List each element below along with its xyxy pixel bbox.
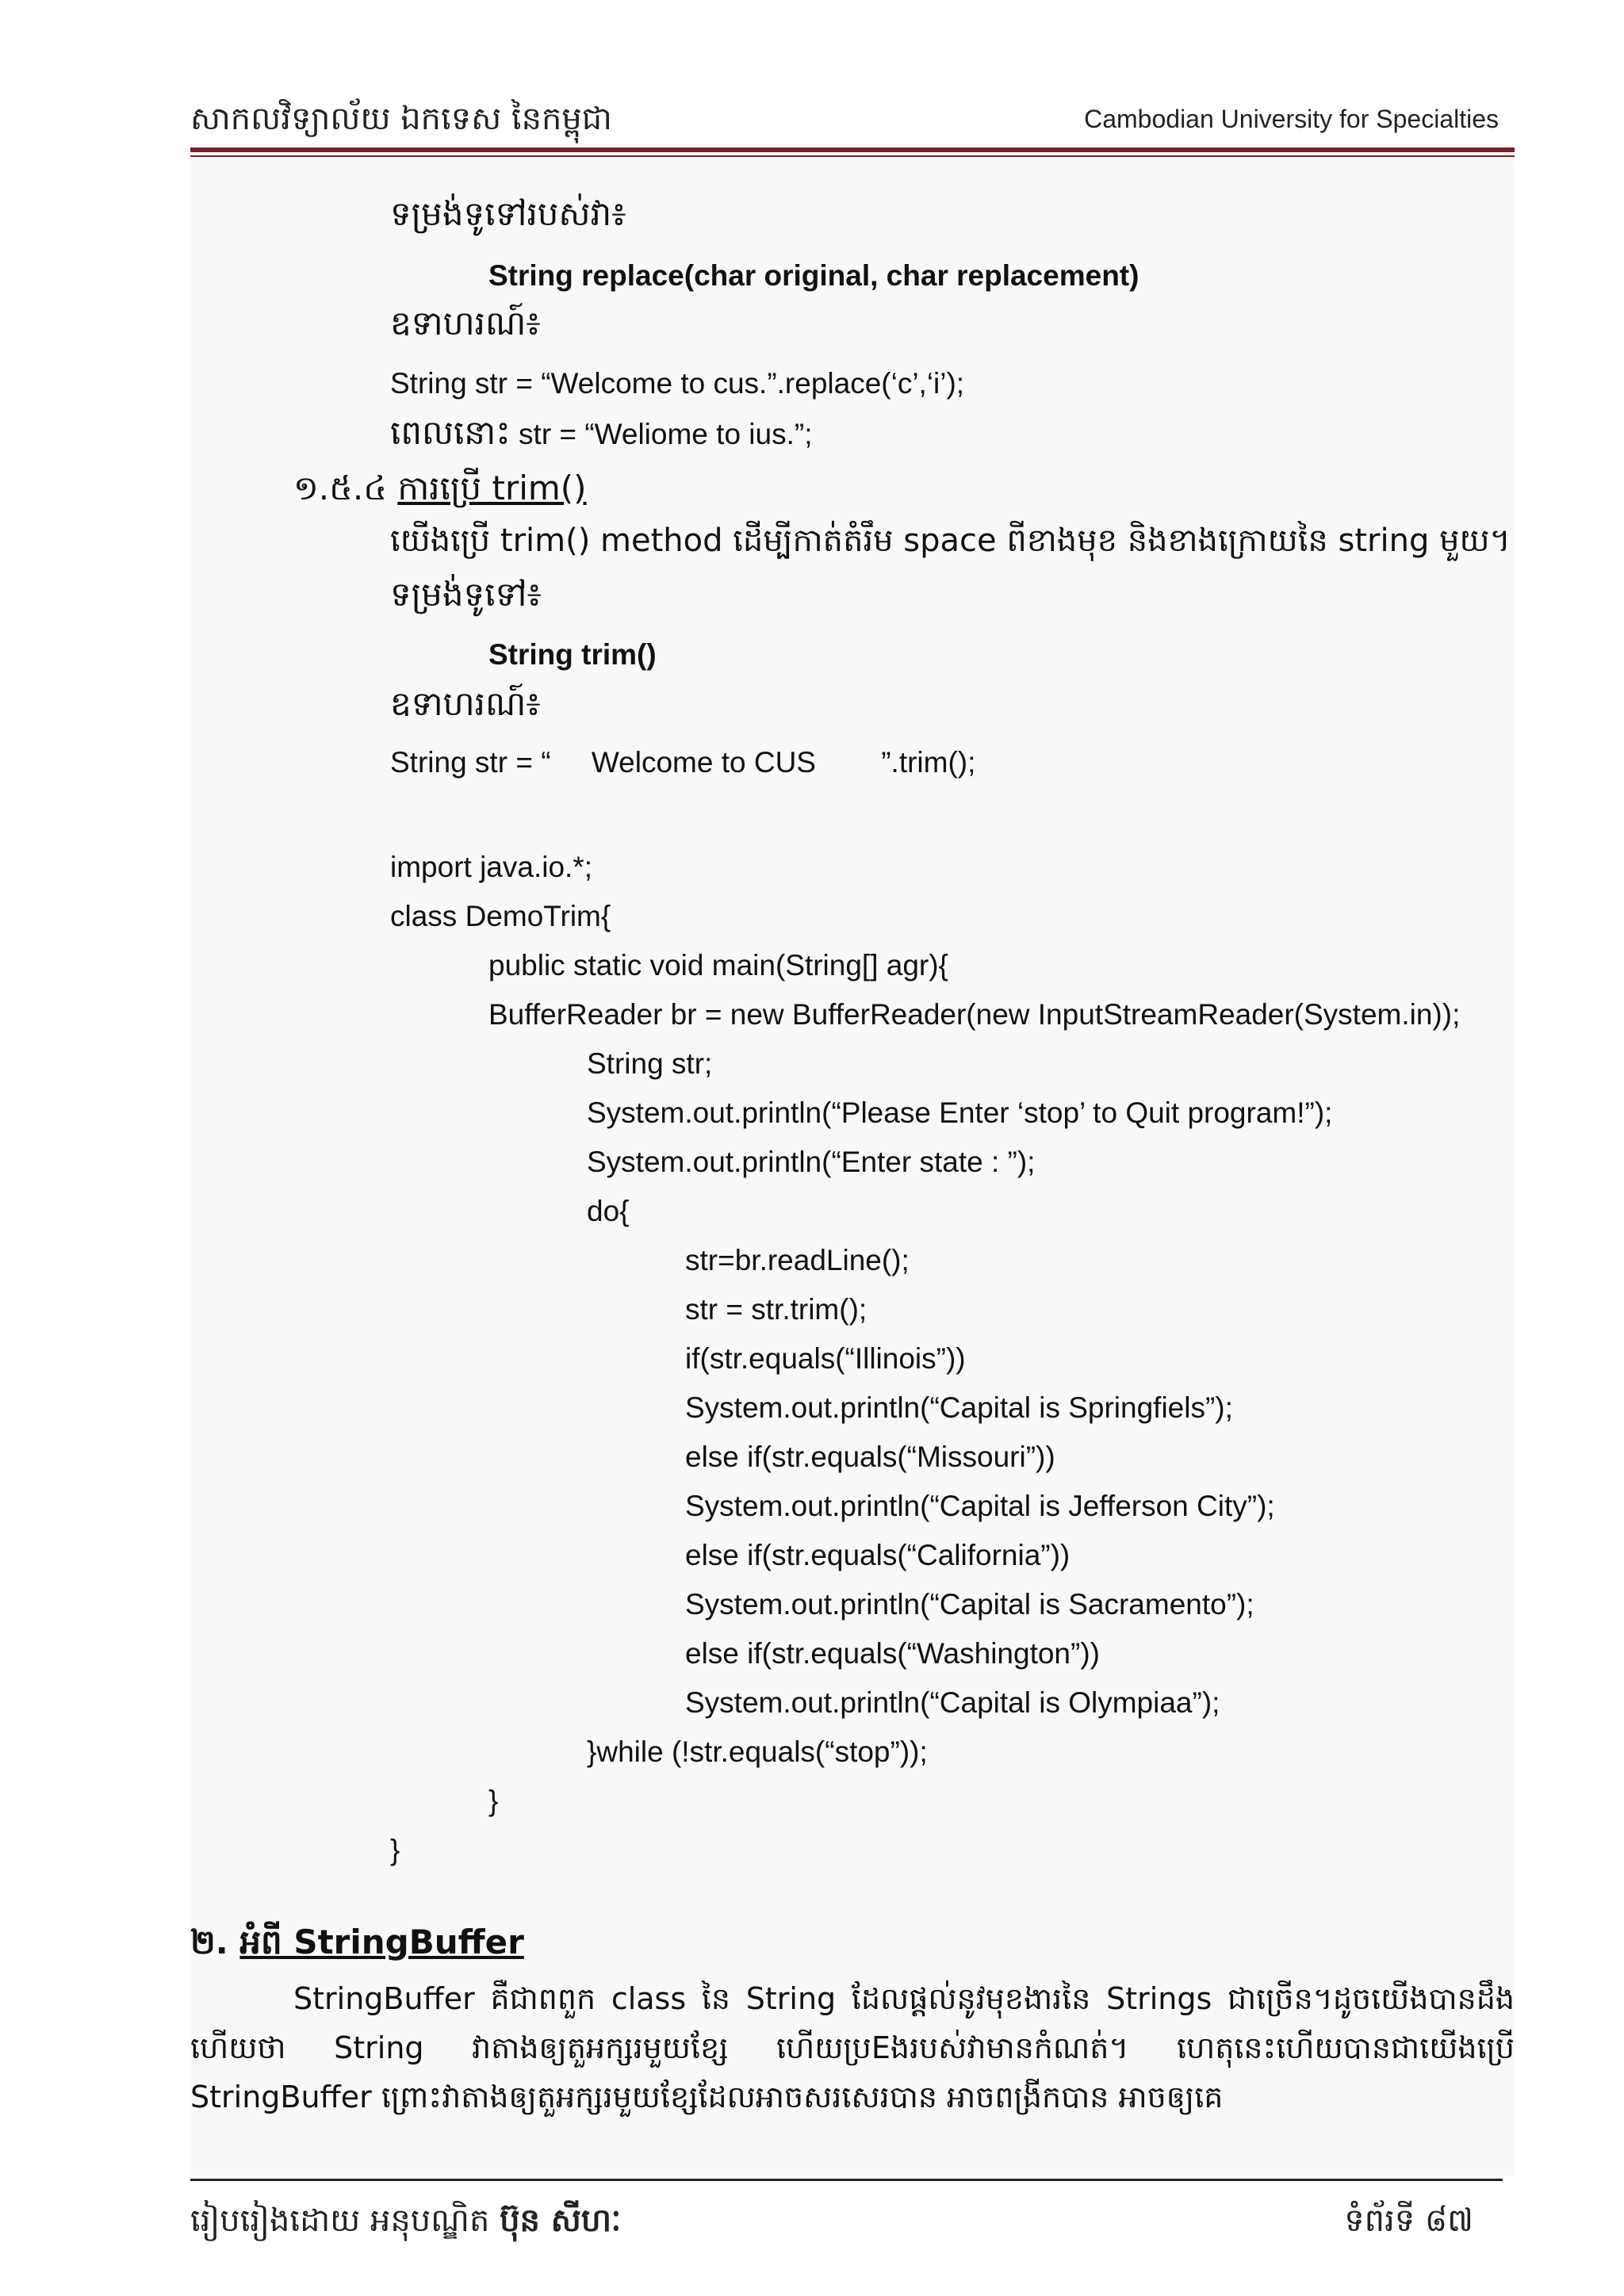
code-line: System.out.println(“Capital is Sacramento”); xyxy=(685,1588,1254,1621)
code-line: else if(str.equals(“Missouri”)) xyxy=(685,1441,1055,1473)
section-heading-trim xyxy=(293,471,587,507)
footer-author-prefix: រៀបរៀងដោយ អនុបណ្ឌិត xyxy=(190,2202,500,2239)
section-heading-stringbuffer xyxy=(190,1925,524,1961)
header-rule xyxy=(190,147,1515,152)
code-line: else if(str.equals(“Washington”)) xyxy=(685,1637,1100,1670)
code-line: System.out.println(“Capital is Olympiaa”); xyxy=(685,1686,1220,1719)
stringbuffer-paragraph: StringBuffer គឺជាពពួក class នៃ String ដែលផ្តល់នូវមុខងារនៃ Strings ជាច្រើន។ដូចយើងបានដឹងហើយថា String វាតាងឲ្យតួអក្សរមួយខ្សែ ហើយប្រEងរបស់វាមានកំណត់។ ហេតុនេះហើយបានជាយើងប្រើ StringBuffer ព្រោះវាតាងឲ្យតួអក្សរមួយខ្សែដែលអាចសរសេរបាន អាចពង្រីកបាន អាចឲ្យគេ xyxy=(190,1981,1515,2114)
code-line: if(str.equals(“Illinois”)) xyxy=(685,1342,966,1375)
section2-number: ២. xyxy=(190,1923,240,1961)
trim-example: String str = “ Welcome to CUS ”.trim(); xyxy=(390,746,976,779)
footer-author xyxy=(190,2200,621,2247)
trim-intro: យើងប្រើ trim() method ដើម្បីកាត់តំរឹម space ពីខាងមុខ និងខាងក្រោយនៃ string មួយ។ xyxy=(390,522,1511,559)
code-line: import java.io.*; xyxy=(390,851,592,883)
trim-signature: String trim() xyxy=(488,638,657,671)
code-line: str=br.readLine(); xyxy=(685,1244,910,1276)
footer-rule xyxy=(190,2179,1503,2181)
code-line: } xyxy=(488,1785,499,1817)
code-line: class DemoTrim{ xyxy=(390,900,611,932)
code-line: public static void main(String[] agr){ xyxy=(488,949,948,982)
replace-example: String str = “Welcome to cus.”.replace(‘c’,‘i’); xyxy=(390,367,965,400)
code-line: String str; xyxy=(587,1047,713,1080)
section2-title: អំពី StringBuffer xyxy=(239,1923,524,1961)
section-title: ការប្រើ trim() xyxy=(397,469,587,507)
result-label: ពេលនោះ xyxy=(390,413,511,452)
footer-page-number: ទំព័រទី ៨៧ xyxy=(1344,2202,1473,2239)
footer-author-name: ប៊ុន សីហៈ xyxy=(500,2202,622,2239)
code-line: } xyxy=(390,1834,400,1866)
code-line: System.out.println(“Please Enter ‘stop’ to Quit program!”); xyxy=(587,1096,1333,1129)
code-line: System.out.println(“Enter state : ”); xyxy=(587,1146,1036,1178)
result-value: str = “Weliome to ius.”; xyxy=(510,418,813,450)
code-line: System.out.println(“Capital is Springfiels”); xyxy=(685,1391,1233,1424)
trim-example-label: ឧទាហរណ៍៖ xyxy=(390,684,541,723)
code-line: BufferReader br = new BufferReader(new InputStreamReader(System.in)); xyxy=(488,998,1461,1031)
code-line: System.out.println(“Capital is Jefferson City”); xyxy=(685,1490,1275,1522)
header-rule-thin xyxy=(190,155,1515,157)
result-line xyxy=(390,415,812,452)
code-line: do{ xyxy=(587,1195,630,1227)
trim-form-label: ទម្រង់ទូទៅ៖ xyxy=(390,575,542,614)
example-label: ឧទាហរណ៍៖ xyxy=(390,304,541,342)
header-university-english: Cambodian University for Specialties xyxy=(1084,105,1499,133)
section-number: ១.៥.៤ xyxy=(293,469,398,507)
replace-signature: String replace(char original, char replacement) xyxy=(488,259,1139,292)
code-line: str = str.trim(); xyxy=(685,1293,868,1326)
header-university-khmer: សាកលវិទ្យាល័យ ឯកទេស នៃកម្ពុជា xyxy=(190,101,612,137)
code-line: }while (!str.equals(“stop”)); xyxy=(587,1735,928,1768)
form-label: ទម្រង់ទូទៅរបស់វា៖ xyxy=(390,194,626,233)
code-line: else if(str.equals(“California”)) xyxy=(685,1539,1071,1571)
